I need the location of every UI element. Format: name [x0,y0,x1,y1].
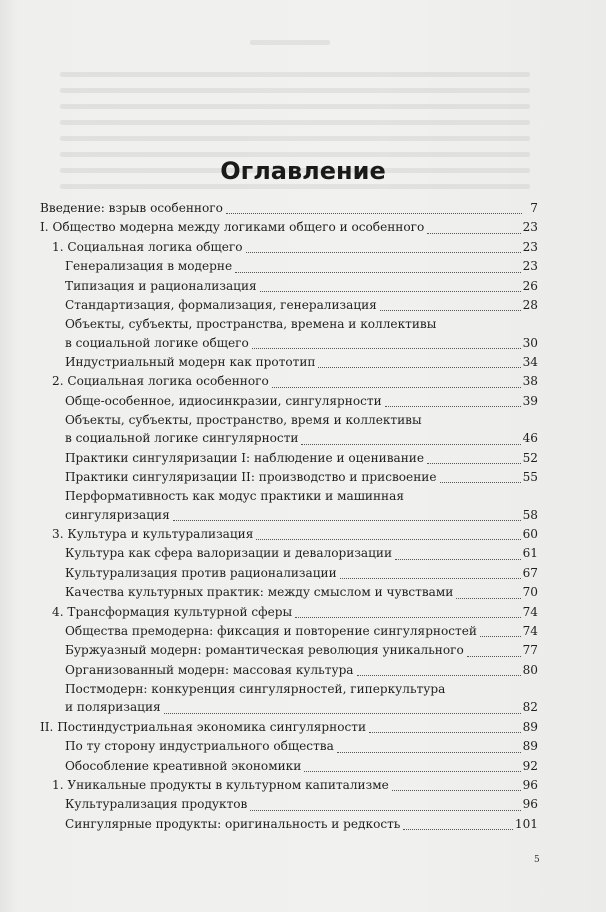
toc-entry-title: 1. Уникальные продукты в культурном капитализме [52,777,389,792]
toc-entry-page: 23 [522,259,538,274]
toc-entry-page: 89 [522,719,538,734]
toc-entry-title: Практики сингуляризации II: производство и присвоение [65,470,437,485]
dot-leader [250,809,520,811]
toc-entry-page: 7 [530,200,538,215]
table-of-contents [40,199,538,834]
toc-entry-title: Практики сингуляризации I: наблюдение и оценивание [65,450,425,465]
toc-entry [40,199,538,218]
toc-entry-title: 4. Трансформация культурной сферы [52,604,293,619]
toc-entry-page: 39 [522,393,538,408]
toc-entry-page: 30 [522,335,538,350]
toc-entry-page: 74 [522,604,538,619]
show-through-mark [60,136,530,141]
toc-entry [40,757,538,776]
toc-entry [40,468,538,487]
dot-leader [173,519,521,521]
toc-entry-page: 61 [522,546,538,561]
toc-entry-page: 55 [522,470,538,485]
toc-entry-title: сингуляризация [65,507,170,522]
toc-entry-title: Генерализация в модерне [65,259,233,274]
toc-entry-page: 23 [522,220,538,235]
dot-leader [380,309,521,311]
toc-entry-title: Общества премодерна: фиксация и повторение сингулярностей [65,623,477,638]
show-through-mark [60,104,530,109]
dot-leader [272,386,521,388]
dot-leader [427,232,520,234]
toc-entry [40,737,538,756]
toc-entry [40,661,538,680]
show-through-mark [60,88,530,93]
toc-entry-page: 92 [522,758,538,773]
toc-entry [40,277,538,296]
dot-leader [164,712,521,714]
dot-leader [318,366,520,368]
toc-entry-page: 34 [522,354,538,369]
dot-leader [246,251,521,253]
toc-entry [40,392,538,411]
show-through-mark [60,72,530,77]
page-title: Оглавление [220,157,386,185]
dot-leader [337,751,521,753]
show-through-mark [60,120,530,125]
toc-entry-title: Культурализация продуктов [65,797,248,812]
toc-entry-page: 96 [522,777,538,792]
toc-entry [40,315,538,333]
toc-entry-title: Стандартизация, формализация, генерализация [65,297,377,312]
toc-entry [40,603,538,622]
toc-entry-title: 3. Культура и культурализация [52,527,254,542]
toc-entry-title: Культура как сфера валоризации и девалоризации [65,546,393,561]
toc-entry [40,238,538,257]
toc-entry-page: 77 [522,643,538,658]
toc-entry [40,372,538,391]
dot-leader [392,789,521,791]
toc-entry-title: Культурализация против рационализации [65,565,337,580]
toc-entry [40,296,538,315]
dot-leader [235,271,521,273]
toc-entry-title: I. Общество модерна между логиками общего и особенного [40,220,425,235]
toc-entry-page: 74 [522,623,538,638]
toc-entry-page: 38 [522,374,538,389]
toc-entry-title: Введение: взрыв особенного [40,200,223,215]
toc-entry-page: 101 [514,816,538,831]
toc-entry-page: 28 [522,297,538,312]
toc-entry-page: 67 [522,565,538,580]
toc-entry-page: 82 [522,700,538,715]
toc-entry-title: II. Постиндустриальная экономика сингулярности [40,719,367,734]
page-number: 5 [534,855,540,865]
toc-entry [40,583,538,602]
toc-entry-title: Качества культурных практик: между смыслом и чувствами [65,585,454,600]
toc-entry [40,411,538,429]
toc-entry-page: 70 [522,585,538,600]
toc-entry-page: 58 [522,507,538,522]
toc-entry-title: 2. Социальная логика особенного [52,374,269,389]
dot-leader [385,405,521,407]
toc-entry [40,429,538,448]
dot-leader [427,462,521,464]
dot-leader [403,828,513,830]
toc-entry-title: Объекты, субъекты, пространство, время и коллективы [65,413,422,428]
toc-entry [40,334,538,353]
toc-entry-title: Перформативность как модус практики и машинная [65,489,404,504]
toc-entry [40,353,538,372]
toc-entry [40,218,538,237]
toc-entry [40,544,538,563]
toc-entry [40,487,538,505]
show-through-mark [250,40,330,45]
toc-entry-title: и поляризация [65,700,161,715]
toc-entry [40,622,538,641]
dot-leader [256,538,520,540]
dot-leader [304,770,520,772]
toc-entry-title: Сингулярные продукты: оригинальность и редкость [65,816,401,831]
toc-entry [40,506,538,525]
toc-entry [40,776,538,795]
toc-entry-title: Типизация и рационализация [65,278,257,293]
toc-entry-title: Обще-особенное, идиосинкразии, сингулярности [65,393,382,408]
toc-entry-page: 52 [522,450,538,465]
dot-leader [260,290,521,292]
toc-entry-title: Организованный модерн: массовая культура [65,662,354,677]
dot-leader [295,616,520,618]
toc-entry [40,564,538,583]
dot-leader [480,635,521,637]
toc-entry-page: 80 [522,662,538,677]
toc-entry-title: Постмодерн: конкуренция сингулярностей, гиперкультура [65,682,446,697]
toc-entry-title: Буржуазный модерн: романтическая революция уникального [65,643,464,658]
toc-entry-page: 23 [522,239,538,254]
toc-entry-title: Индустриальный модерн как прототип [65,354,316,369]
toc-entry [40,680,538,698]
dot-leader [301,443,520,445]
dot-leader [226,212,522,214]
toc-entry [40,257,538,276]
toc-entry-title: Обособление креативной экономики [65,758,302,773]
dot-leader [357,674,521,676]
dot-leader [456,597,520,599]
toc-entry [40,641,538,660]
toc-entry-title: Объекты, субъекты, пространства, времена и коллективы [65,317,437,332]
toc-entry-page: 96 [522,797,538,812]
dot-leader [340,577,521,579]
dot-leader [395,558,521,560]
toc-entry [40,795,538,814]
toc-entry-page: 26 [522,278,538,293]
toc-entry-title: По ту сторону индустриального общества [65,739,334,754]
toc-entry-title: в социальной логике общего [65,335,249,350]
toc-entry [40,698,538,717]
toc-entry-page: 60 [522,527,538,542]
toc-entry-page: 89 [522,739,538,754]
dot-leader [467,655,521,657]
toc-entry [40,525,538,544]
toc-entry [40,815,538,834]
dot-leader [369,731,521,733]
toc-entry-title: 1. Социальная логика общего [52,239,243,254]
toc-entry [40,718,538,737]
dot-leader [252,347,521,349]
dot-leader [440,481,521,483]
toc-entry-page: 46 [522,431,538,446]
toc-entry-title: в социальной логике сингулярности [65,431,299,446]
toc-entry [40,449,538,468]
